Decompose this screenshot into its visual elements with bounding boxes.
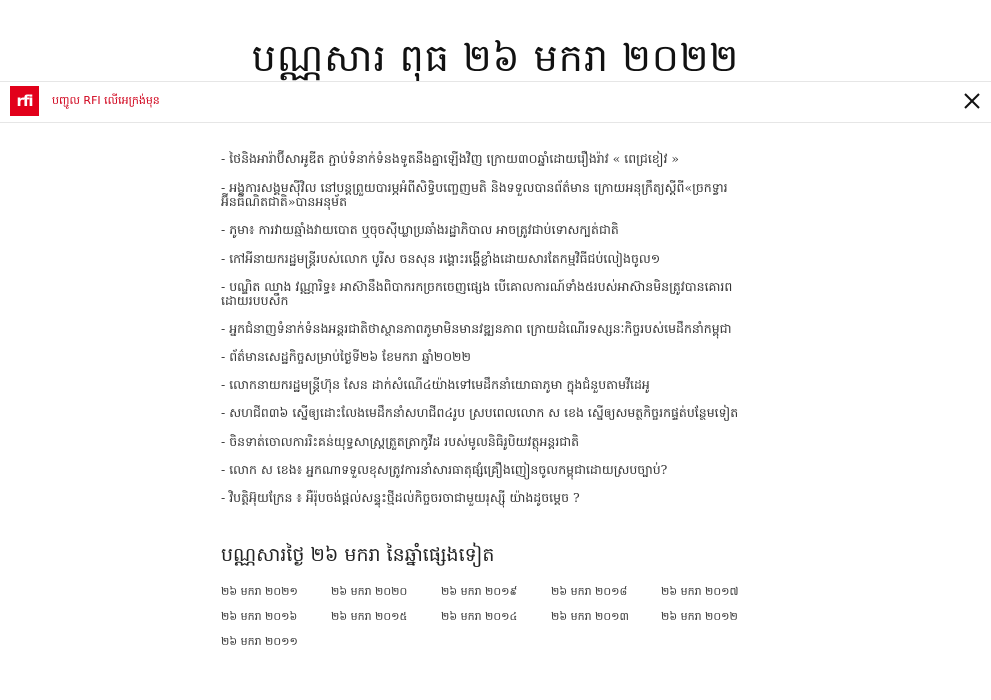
archive-date-link[interactable]: ២៦ មករា ២០១២	[661, 610, 738, 623]
headline-link[interactable]: - ភូមា៖ ការវាយឆ្មាំងវាយបោត ឬចុចស៊ីឃ្លាប្រឆាំងរដ្ឋាភិបាល អាចត្រូវជាប់ទោសក្បត់ជាតិ	[221, 222, 619, 237]
headline-link[interactable]: - ព័ត៌មានសេដ្ឋកិច្ចសម្រាប់ថ្ងៃទី២៦ ខែមករា ឆ្នាំ២០២២	[221, 349, 471, 364]
close-icon[interactable]	[963, 92, 981, 110]
headline-link[interactable]: - ថៃនិងអារ៉ាប៊ីសាអូឌីត ភ្ជាប់ទំនាក់ទំនងទូតនឹងគ្នាឡើងវិញ ក្រោយ៣០ឆ្នាំដោយរឿងរ៉ាវ « ពេជ្រខៀវ »	[221, 151, 680, 166]
headline-link[interactable]: - អ្នកជំនាញទំនាក់ទំនងអន្តរជាតិថាស្ថានភាពភូមាមិនមានវឌ្ឍនភាព ក្រោយដំណើរទស្សនៈកិច្ចរបស់មេដឹកនាំកម្ពុជា	[221, 321, 732, 336]
archive-date-grid	[221, 585, 781, 649]
archive-date-link[interactable]: ២៦ មករា ២០១៤	[441, 610, 518, 623]
archive-date-link[interactable]: ២៦ មករា ២០១៦	[221, 610, 298, 623]
top-bar	[0, 81, 991, 123]
headline-link[interactable]: - លោកនាយករដ្ឋមន្ត្រីហ៊ុន សែន ដាក់សំណើ៤យ៉ាងទៅមេដឹកនាំយោធាភូមា ក្នុងជំនួបតាមវីដេអូ	[221, 377, 650, 392]
headline-link[interactable]: - លោក ស ខេង៖ អ្នកណាទទួលខុសត្រូវការនាំសារធាតុផ្សំគ្រឿងញៀនចូលកម្ពុជាដោយស្របច្បាប់?	[221, 462, 668, 477]
headline-link[interactable]: - កៅអីនាយករដ្ឋមន្ត្រីរបស់លោក បូរីស ចនសុន រង្គោះរង្គើខ្លាំងដោយសារតែកម្មវិធីជប់លៀងចូល១	[221, 251, 661, 266]
page-title: បណ្ណសារ ពុធ ២៦ មករា ២០២២	[251, 36, 740, 80]
headline-link[interactable]: - អង្គការសង្គមស៊ីវិល នៅបន្តព្រួយបារម្ភអំពីសិទ្ធិបញ្ចេញមតិ និងទទួលបានព័ត៌មាន ក្រោយអនុក្រឹត្យស្ដីពី«ច្រកទ្វារអ៊ីនធឺណិតជាតិ»បានអនុម័ត	[221, 180, 728, 209]
back-to-previous-screen-link[interactable]: បញ្ជូល RFI លើអេក្រង់មុន	[52, 94, 160, 107]
headline-link[interactable]: - ចិនទាត់ចោលការរិះគន់យុទ្ធសាស្ត្រត្រួតត្រាកូវីដ របស់មូលនិធិរូបិយវត្ថុអន្តរជាតិ	[221, 434, 580, 449]
archive-date-link[interactable]: ២៦ មករា ២០២០	[331, 585, 408, 598]
headline-link[interactable]: - វិបត្តិអ៊ុយក្រែន ៖ អឺរ៉ុបចង់ផ្ដល់សន្ទុះថ្មីដល់កិច្ចចរចាជាមួយរុស្ស៊ី យ៉ាងដូចម្ដេច ?	[221, 490, 580, 505]
archive-date-link[interactable]: ២៦ មករា ២០១៣	[551, 610, 629, 623]
headline-link[interactable]: - សហជីព៣៦ ស្នើឲ្យដោះលែងមេដឹកនាំសហជីព៤រូប ស្របពេលលោក ស ខេង ស្នើឲ្យសមត្ថកិច្ចរកផ្ទត់បន្ថែមទៀត	[221, 405, 739, 420]
headline-list	[221, 152, 761, 519]
headline-link[interactable]: - បណ្ឌិត ឈាង វណ្ណារិទ្ធ៖ អាស៊ានឹងពិបាករកច្រកចេញផ្សេង បើគោលការណ៍ទាំង៥របស់អាស៊ានមិនត្រូវបានគោរពដោយរបបសឹក	[221, 279, 733, 308]
archive-date-link[interactable]: ២៦ មករា ២០១១	[221, 635, 298, 648]
rfi-logo[interactable]: rfi	[10, 86, 39, 116]
archive-date-link[interactable]: ២៦ មករា ២០១៥	[331, 610, 408, 623]
archive-date-link[interactable]: ២៦ មករា ២០១៩	[441, 585, 518, 598]
archive-heading: បណ្ណសារថ្ងៃ ២៦ មករា នៃឆ្នាំផ្សេងទៀត	[221, 544, 495, 566]
archive-date-link[interactable]: ២៦ មករា ២០១៨	[551, 585, 628, 598]
archive-date-link[interactable]: ២៦ មករា ២០១៧	[661, 585, 739, 598]
archive-date-link[interactable]: ២៦ មករា ២០២១	[221, 585, 298, 598]
